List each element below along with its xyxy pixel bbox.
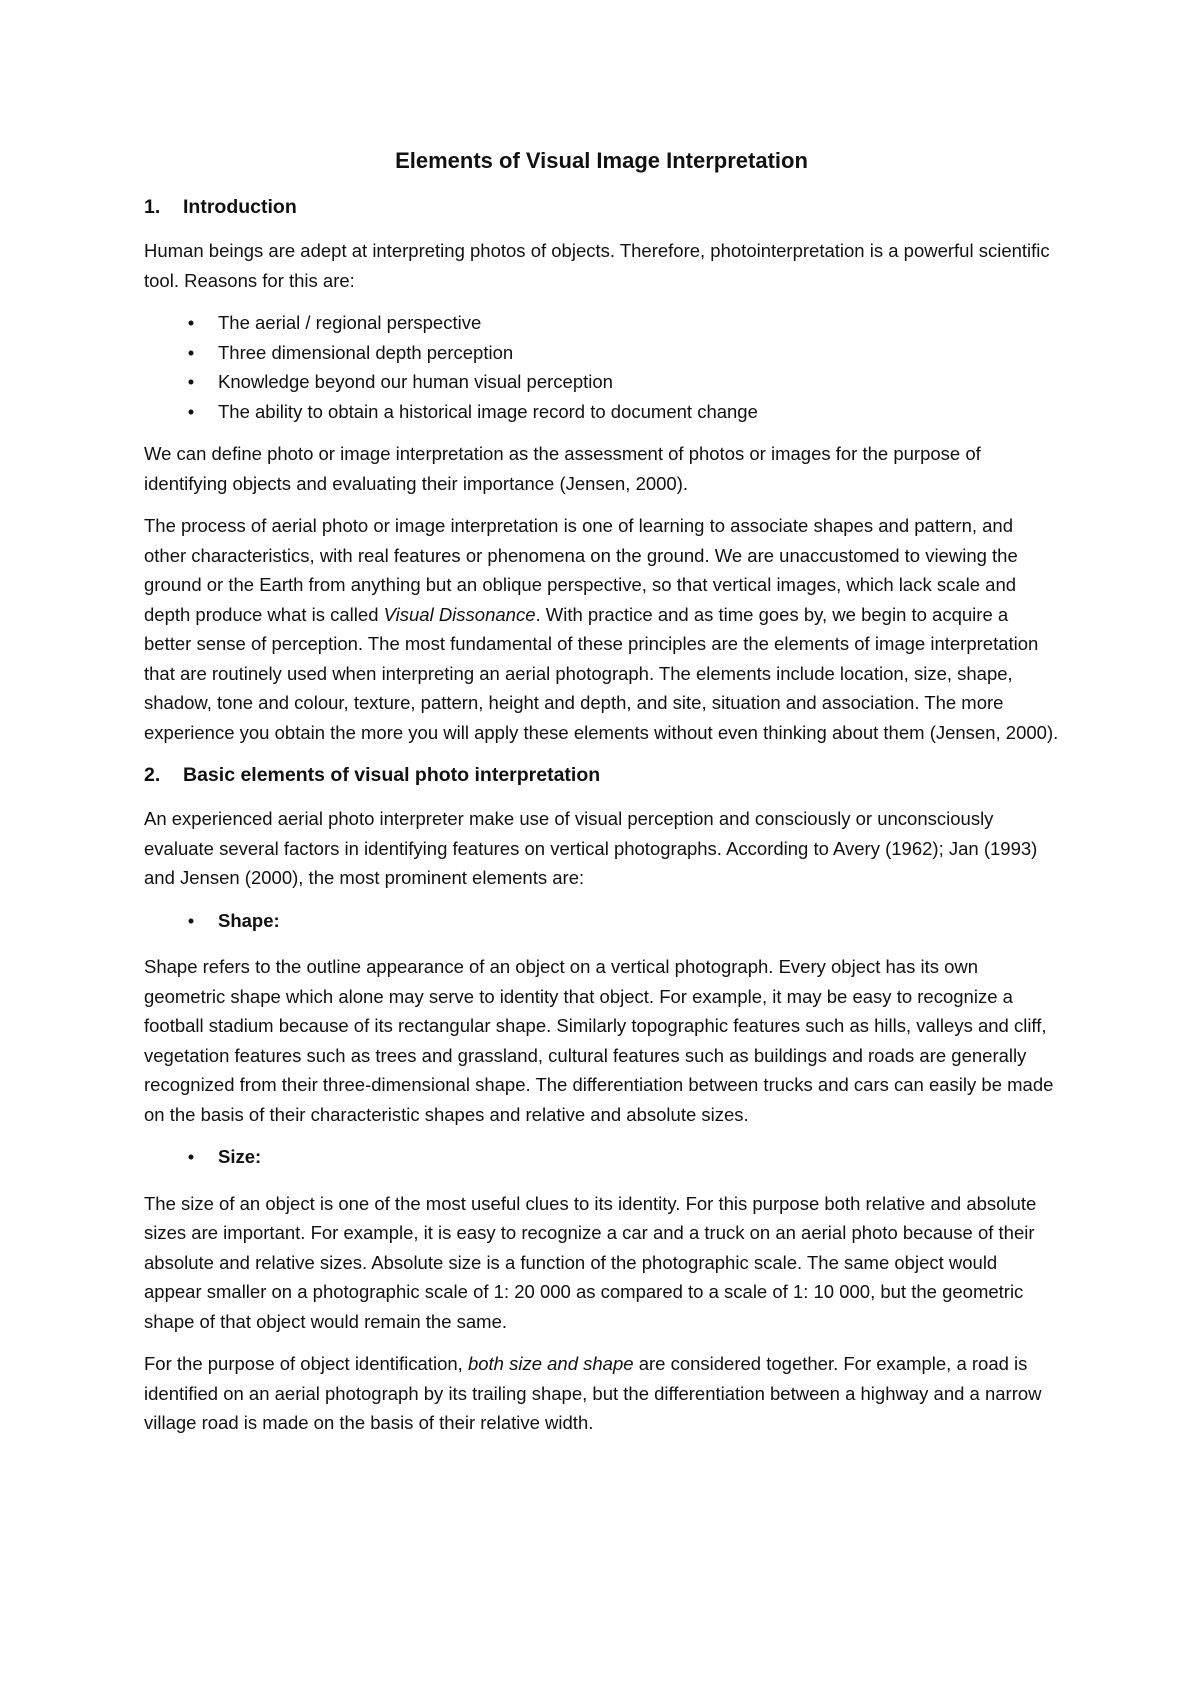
list-item-text: The ability to obtain a historical image record to document change [218,400,758,422]
bullet-icon: • [187,400,195,422]
list-item [144,308,1059,338]
list-item [144,397,1059,427]
bullet-icon: • [187,341,195,363]
section-1-heading [144,192,1059,222]
shape-bullet [144,906,1059,936]
section-2-heading [144,760,1059,790]
reasons-list [144,308,1059,426]
bullet-icon: • [187,312,195,333]
section-1-title: Introduction [183,196,297,218]
document-title: Elements of Visual Image Interpretation [395,148,808,173]
shape-label: Shape: [218,909,280,931]
process-paragraph [144,511,1059,747]
section-2-title: Basic elements of visual photo interpretation [183,764,601,786]
size-label: Size: [218,1146,262,1167]
bullet-icon: • [187,371,195,392]
size-shape-term: both size and shape [467,1353,634,1374]
size-paragraph: The size of an object is one of the most useful clues to its identity. For this purpose both relative and absolute sizes are important. For example, it is easy to recognize a car and a truck on an aerial photo because of their absolute and relative sizes. Absolute size is a function of the photographic scale. The same object would appear smaller on a photographic scale of 1: 20 000 as compared to a scale of 1: 10 000, but the geometric shape of that object would remain the same. [144,1192,1037,1332]
section-1-number: 1. [144,196,161,218]
list-item-text: Three dimensional depth perception [218,341,514,363]
visual-dissonance-term: Visual Dissonance [383,603,536,625]
size-bullet [144,1142,1059,1172]
elements-intro-paragraph: An experienced aerial photo interpreter make use of visual perception and consciously or unconsciously evaluate several factors in identifying features on vertical photographs. According to Avery (1962); Jan (1993) and Jensen (2000), the most prominent elements are: [144,808,1038,888]
size-shape-paragraph [144,1349,1059,1438]
intro-paragraph: Human beings are adept at interpreting photos of objects. Therefore, photointerpretation is a powerful scientific tool. Reasons for this are: [144,240,1050,291]
shape-paragraph: Shape refers to the outline appearance of an object on a vertical photograph. Every object has its own geometric shape which alone may serve to identity that object. For example, it may be easy to recognize a football stadium because of its rectangular shape. Similarly topographic features such as hills, valleys and cliff, vegetation features such as trees and grassland, cultural features such as buildings and roads are generally recognized from their three-dimensional shape. The differentiation between trucks and cars can easily be made on the basis of their characteristic shapes and relative and absolute sizes. [144,956,1054,1125]
list-item-text: Knowledge beyond our human visual perception [218,371,613,392]
list-item [144,338,1059,368]
list-item [144,367,1059,397]
bullet-icon: • [187,1146,195,1167]
process-text-start: The process of aerial photo or image interpretation is one of learning to associate shapes and pattern, and other characteristics, with real features or phenomena on the ground. We are unaccustomed to viewing the ground or the Earth from anything but an oblique perspective, so that vertical images, which lack scale and depth produce what is called [144,515,1018,625]
list-item-text: The aerial / regional perspective [218,312,482,333]
bullet-icon: • [187,909,195,931]
section-2-number: 2. [144,764,161,786]
size-shape-text-end: are considered together. For example, a road is identified on an aerial photograph by its trailing shape, but the differentiation between a highway and a narrow village road is made on the basis of their relative width. [144,1353,1042,1433]
process-text-end: . With practice and as time goes by, we begin to acquire a better sense of perception. The most fundamental of these principles are the elements of image interpretation that are routinely used when interpreting an aerial photograph. The elements include location, size, shape, shadow, tone and colour, texture, pattern, height and depth, and site, situation and association. The more experience you obtain the more you will apply these elements without even thinking about them (Jensen, 2000). [144,603,1059,743]
definition-paragraph: We can define photo or image interpretation as the assessment of photos or images for the purpose of identifying objects and evaluating their importance (Jensen, 2000). [144,443,981,494]
document-body [144,146,1059,1451]
size-shape-text-start: For the purpose of object identification, [144,1353,468,1374]
